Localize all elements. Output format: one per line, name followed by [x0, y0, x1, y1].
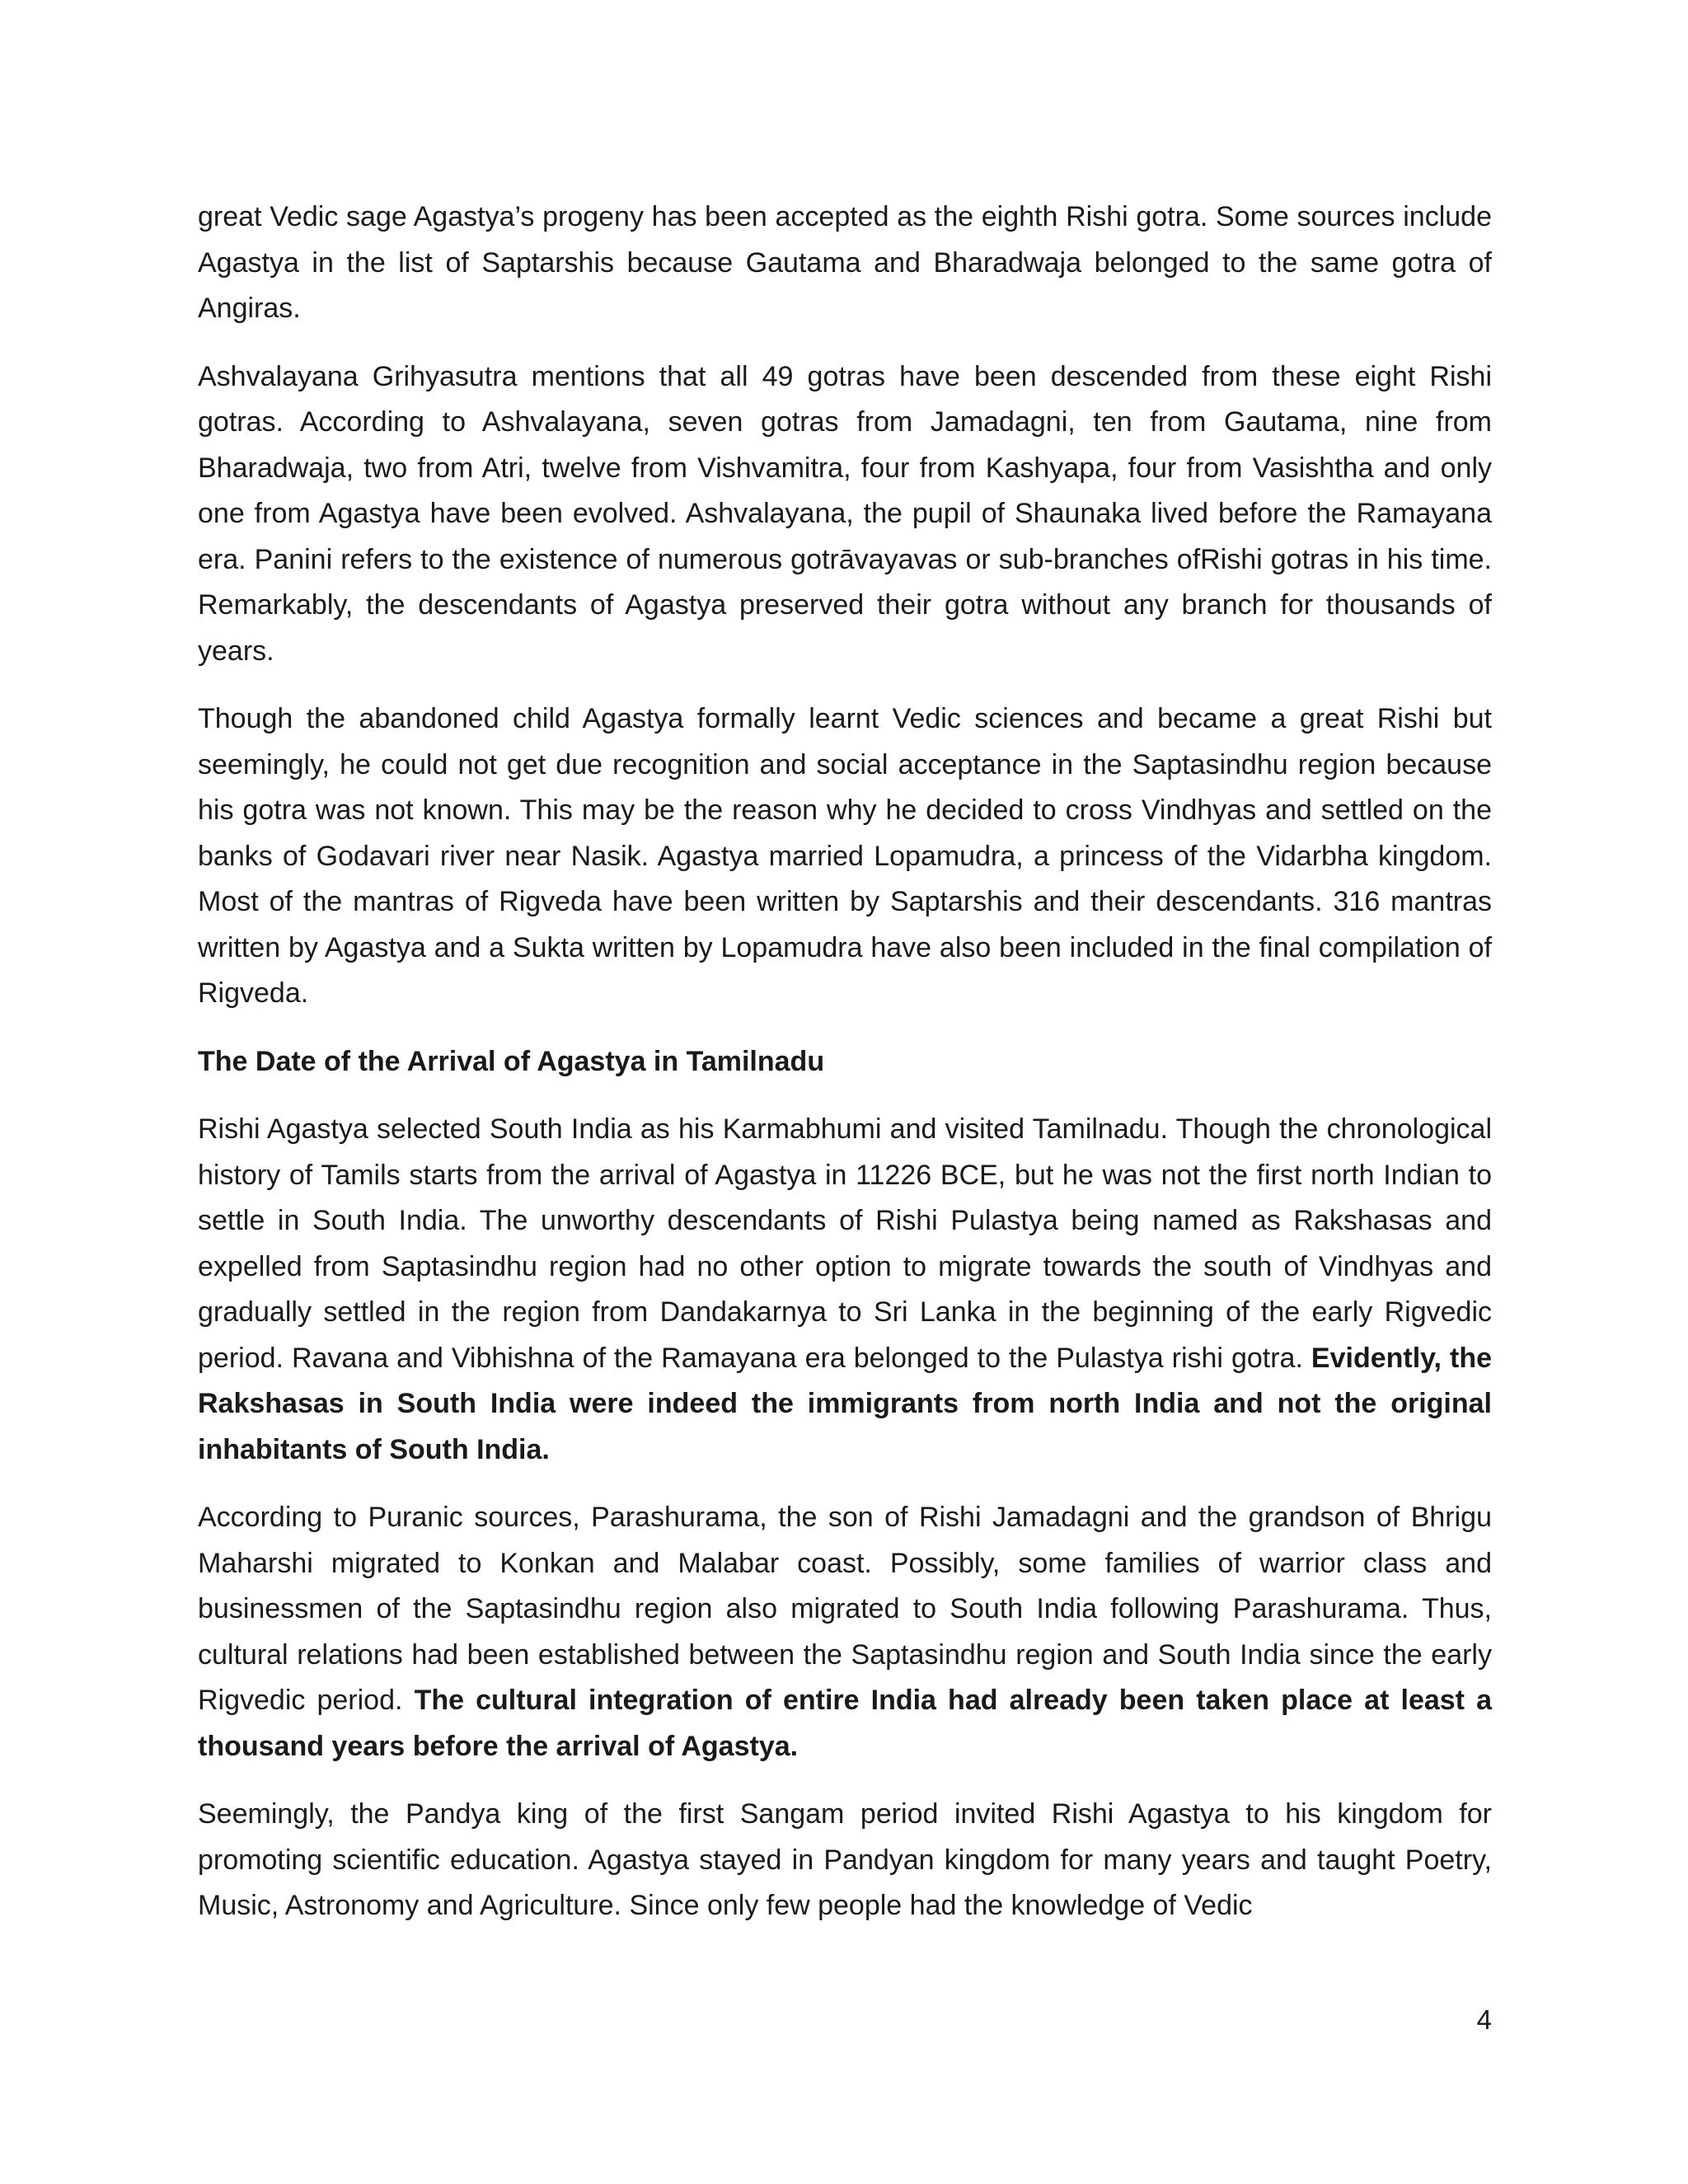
bold-emphasis: Evidently, the Rakshasas in South India were indeed the immigrants from north India and not the original inhabitants of South India.: [198, 1342, 1492, 1465]
page-body: [198, 194, 1492, 1952]
body-paragraph: Ashvalayana Grihyasutra mentions that all 49 gotras have been descended from these eight Rishi gotras. According to Ashvalayana, seven gotras from Jamadagni, ten from Gautama, nine from Bharadwaja, two from Atri, twelve from Vishvamitra, four from Kashyapa, four from Vasishtha and only one from Agastya have been evolved. Ashvalayana, the pupil of Shaunaka lived before the Ramayana era. Panini refers to the existence of numerous gotrāvayavas or sub-branches ofRishi gotras in his time. Remarkably, the descendants of Agastya preserved their gotra without any branch for thousands of years.: [198, 360, 1492, 667]
body-paragraph: Though the abandoned child Agastya formally learnt Vedic sciences and became a great Rishi but seemingly, he could not get due recognition and social acceptance in the Saptasindhu region because his gotra was not known. This may be the reason why he decided to cross Vindhyas and settled on the banks of Godavari river near Nasik. Agastya married Lopamudra, a princess of the Vidarbha kingdom. Most of the mantras of Rigveda have been written by Saptarshis and their descendants. 316 mantras written by Agastya and a Sukta written by Lopamudra have also been included in the final compilation of Rigveda.: [198, 703, 1492, 1009]
body-paragraph: great Vedic sage Agastya’s progeny has been accepted as the eighth Rishi gotra. Some sources include Agastya in the list of Saptarshis because Gautama and Bharadwaja belonged to the same gotra of Angiras.: [198, 201, 1492, 324]
section-heading: The Date of the Arrival of Agastya in Tamilnadu: [198, 1045, 825, 1077]
body-paragraph: [198, 1792, 1492, 1929]
body-paragraph: [198, 1107, 1492, 1473]
paragraph-text: Seemingly, the Pandya king of the first Sangam period invited Rishi Agastya to his kingdom for promoting scientific education. Agastya stayed in Pandyan kingdom for many years and taught Poetry, Music, Astronomy and Agriculture. Since only few people had the knowledge of Vedic: [198, 1798, 1492, 1921]
bold-emphasis: The cultural integration of entire India had already been taken place at least a thousand years before the arrival of Agastya.: [198, 1685, 1493, 1762]
page-number: 4: [1476, 2004, 1492, 2035]
body-paragraph: [198, 1495, 1492, 1769]
paragraph-text: According to Puranic sources, Parashurama, the son of Rishi Jamadagni and the grandson of Bhrigu Maharshi migrated to Konkan and Malabar coast. Possibly, some families of warrior class and businessmen of the Saptasindhu region also migrated to South India following Parashurama. Thus, cultural relations had been established between the Saptasindhu region and South India since the early Rigvedic period.: [198, 1502, 1492, 1716]
paragraph-text: Rishi Agastya selected South India as his Karmabhumi and visited Tamilnadu. Though the chronological history of Tamils starts from the arrival of Agastya in 11226 BCE, but he was not the first north Indian to settle in South India. The unworthy descendants of Rishi Pulastya being named as Rakshasas and expelled from Saptasindhu region had no other option to migrate towards the south of Vindhyas and gradually settled in the region from Dandakarnya to Sri Lanka in the beginning of the early Rigvedic period. Ravana and Vibhishna of the Ramayana era belonged to the Pulastya rishi gotra.: [198, 1113, 1492, 1374]
